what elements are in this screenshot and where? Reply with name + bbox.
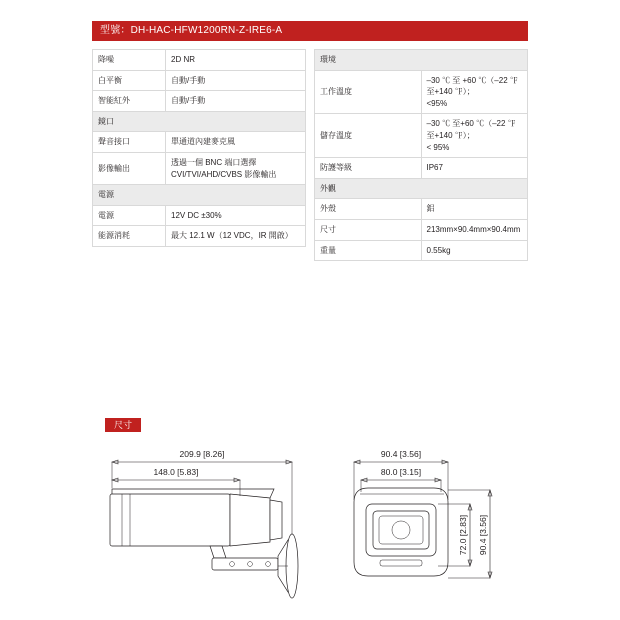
spec-label: 尺寸 xyxy=(315,219,422,240)
front-inner-width-label: 80.0 [3.15] xyxy=(380,467,422,477)
dimensions-tag: 尺寸 xyxy=(105,418,141,432)
spec-value: 鋁 xyxy=(421,199,528,220)
spec-label: 儲存溫度 xyxy=(315,114,422,158)
side-body-dimension xyxy=(112,467,240,496)
spec-value-line: –30 ℃ 至+60 ℃（–22 ℉ 至+140 ℉）； xyxy=(426,119,516,140)
table-row xyxy=(93,50,306,71)
table-row xyxy=(93,91,306,112)
spec-label: 聲音接口 xyxy=(93,132,166,153)
side-body-label: 148.0 [5.83] xyxy=(153,467,199,477)
table-row xyxy=(93,132,306,153)
section-label: 環境 xyxy=(315,50,528,71)
spec-value-line: 透過一個 BNC 端口選擇 xyxy=(171,157,257,167)
table-row xyxy=(93,70,306,91)
table-section-row xyxy=(315,178,528,199)
table-section-row xyxy=(93,185,306,206)
table-row xyxy=(315,199,528,220)
section-label: 電源 xyxy=(93,185,306,206)
table-row xyxy=(315,158,528,179)
spec-label: 重量 xyxy=(315,240,422,261)
table-row xyxy=(93,226,306,247)
spec-label: 防護等級 xyxy=(315,158,422,179)
spec-label: 影像輸出 xyxy=(93,152,166,184)
front-total-height-label: 90.4 [3.56] xyxy=(478,514,488,556)
table-row xyxy=(315,240,528,261)
dimension-drawings xyxy=(92,432,528,612)
spec-label: 智能紅外 xyxy=(93,91,166,112)
spec-value: 自動/手動 xyxy=(166,91,306,112)
table-row xyxy=(315,70,528,114)
front-inner-height-label: 72.0 [2.83] xyxy=(458,514,468,556)
spec-value-line: < 95% xyxy=(426,142,450,152)
spec-value: 自動/手動 xyxy=(166,70,306,91)
spec-value: IP67 xyxy=(421,158,528,179)
spec-tables xyxy=(92,49,528,261)
spec-value: 2D NR xyxy=(166,50,306,71)
side-total-label: 209.9 [8.26] xyxy=(179,449,225,459)
spec-value: 213mm×90.4mm×90.4mm xyxy=(421,219,528,240)
spec-value: 0.55kg xyxy=(421,240,528,261)
right-spec-table xyxy=(314,49,528,261)
table-row xyxy=(315,114,528,158)
spec-label: 外殼 xyxy=(315,199,422,220)
table-row xyxy=(93,205,306,226)
section-label: 鏡口 xyxy=(93,111,306,132)
section-label: 外觀 xyxy=(315,178,528,199)
spec-value-line: <95% xyxy=(426,98,448,108)
spec-value-line: CVI/TVI/AHD/CVBS 影像輸出 xyxy=(171,169,277,179)
table-row xyxy=(93,152,306,184)
side-view-drawing xyxy=(110,489,298,598)
spec-value xyxy=(421,114,528,158)
model-title-bar: 型號：DH-HAC-HFW1200RN-Z-IRE6-A xyxy=(92,21,528,41)
table-row xyxy=(315,219,528,240)
spec-value: 最大 12.1 W（12 VDC，IR 開啟） xyxy=(166,226,306,247)
front-view-drawing xyxy=(354,488,448,576)
spec-value: 單通道內建麥克風 xyxy=(166,132,306,153)
spec-value xyxy=(166,152,306,184)
spec-value-line: –30 ℃ 至 +60 ℃（–22 ℉ 至+140 ℉）； xyxy=(426,75,518,97)
spec-column-left xyxy=(92,49,306,261)
spec-column-right xyxy=(314,49,528,261)
table-section-row xyxy=(93,111,306,132)
table-section-row xyxy=(315,50,528,71)
spec-label: 白平衡 xyxy=(93,70,166,91)
spec-value xyxy=(421,70,528,114)
spec-label: 能源消耗 xyxy=(93,226,166,247)
spec-label: 電源 xyxy=(93,205,166,226)
spec-label: 工作溫度 xyxy=(315,70,422,114)
spec-label: 降噪 xyxy=(93,50,166,71)
spec-value: 12V DC ±30% xyxy=(166,205,306,226)
front-total-width-label: 90.4 [3.56] xyxy=(380,449,422,459)
left-spec-table xyxy=(92,49,306,247)
